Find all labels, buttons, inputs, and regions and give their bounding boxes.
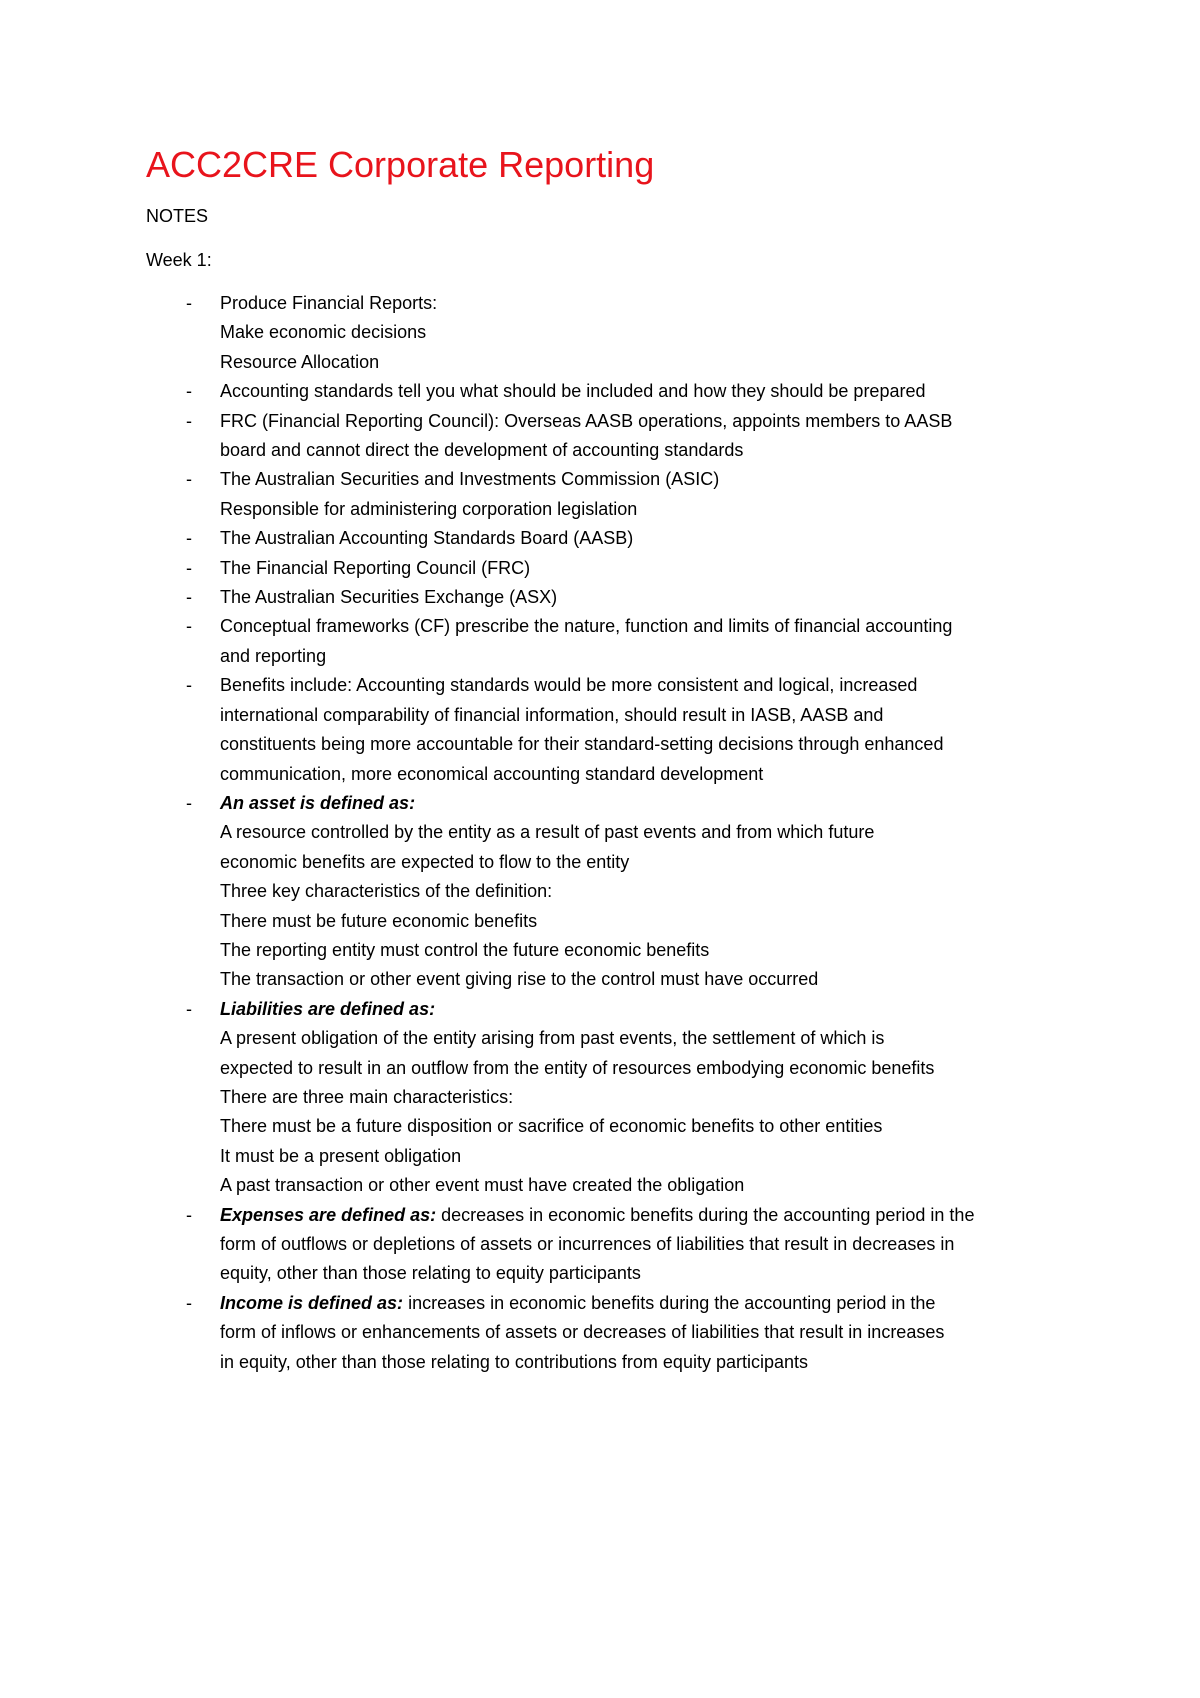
list-item: [146, 407, 1076, 466]
list-item-line: and reporting: [220, 645, 327, 666]
list-item-line: The reporting entity must control the future economic benefits: [220, 939, 710, 960]
definition-term: An asset is defined as:: [220, 792, 416, 813]
week-label: Week 1:: [146, 250, 212, 270]
list-item-line: international comparability of financial information, should result in IASB, AASB and: [220, 704, 884, 725]
list-item-line: - Conceptual frameworks (CF) prescribe the nature, function and limits of financial accounting: [220, 616, 953, 637]
list-item: [146, 1289, 1076, 1377]
list-item-line: - Produce Financial Reports:: [220, 293, 438, 313]
definition-term: Income is defined as:: [220, 1292, 404, 1313]
list-item-line: form of outflows or depletions of assets or incurrences of liabilities that result in decreases in: [220, 1234, 955, 1254]
list-item-line: - The Australian Accounting Standards Board (AASB): [220, 528, 634, 549]
list-item-heading-line: [220, 789, 1076, 818]
list-item-line: Three key characteristics of the definition:: [220, 881, 553, 902]
list-item-line: - The Australian Securities Exchange (ASX): [220, 587, 558, 608]
list-item: [146, 612, 1076, 671]
list-item-line: It must be a present obligation: [220, 1145, 462, 1166]
list-item-line: expected to result in an outflow from the entity of resources embodying economic benefits: [220, 1057, 935, 1078]
list-item-line: - Benefits include: Accounting standards would be more consistent and logical, increased: [220, 675, 918, 696]
list-item-line: Resource Allocation: [220, 351, 380, 372]
list-item: [146, 789, 1076, 995]
list-item-line: A present obligation of the entity arising from past events, the settlement of which is: [220, 1028, 885, 1049]
list-item-line: constituents being more accountable for their standard-setting decisions through enhanced: [220, 734, 944, 755]
list-item: [146, 524, 1076, 553]
list-item-heading-line: [220, 1201, 1076, 1230]
list-item-line: There must be a future disposition or sacrifice of economic benefits to other entities: [220, 1116, 883, 1137]
list-item-heading-line: [220, 1289, 1076, 1318]
list-item-line: communication, more economical accounting standard development: [220, 763, 764, 784]
list-item-line: There are three main characteristics:: [220, 1086, 514, 1107]
list-item-line: Responsible for administering corporation legislation: [220, 498, 638, 519]
list-item-line: A past transaction or other event must have created the obligation: [220, 1175, 745, 1196]
list-item-line: - The Financial Reporting Council (FRC): [220, 557, 531, 578]
document-title: ACC2CRE Corporate Reporting: [146, 144, 655, 185]
notes-list: [146, 289, 1076, 1377]
list-item-line: A resource controlled by the entity as a result of past events and from which future: [220, 822, 875, 843]
list-item-line: equity, other than those relating to equity participants: [220, 1263, 641, 1284]
definition-term: Expenses are defined as:: [220, 1204, 437, 1225]
definition-text: increases in economic benefits during the accounting period in the: [403, 1292, 936, 1313]
list-item-line: There must be future economic benefits: [220, 910, 538, 931]
list-item-line: - FRC (Financial Reporting Council): Overseas AASB operations, appoints members to AASB: [220, 410, 953, 431]
definition-text: decreases in economic benefits during the accounting period in the: [436, 1204, 975, 1225]
list-item: [146, 995, 1076, 1201]
list-item: [146, 465, 1076, 524]
list-item: [146, 1201, 1076, 1289]
list-item-line: economic benefits are expected to flow to the entity: [220, 851, 630, 872]
list-item-line: - The Australian Securities and Investments Commission (ASIC): [220, 469, 720, 490]
list-item: [146, 289, 1076, 377]
list-item: [146, 671, 1076, 789]
notes-label: NOTES: [146, 206, 209, 226]
list-item-line: Make economic decisions: [220, 322, 427, 343]
list-item: [146, 377, 1076, 406]
list-item-line: form of inflows or enhancements of assets or decreases of liabilities that result in increases: [220, 1322, 945, 1343]
list-item-line: The transaction or other event giving rise to the control must have occurred: [220, 969, 819, 990]
list-item-line: board and cannot direct the development of accounting standards: [220, 440, 744, 461]
list-item-line: in equity, other than those relating to contributions from equity participants: [220, 1351, 808, 1372]
list-item: [146, 583, 1076, 612]
list-item-heading-line: [220, 995, 1076, 1024]
definition-term: Liabilities are defined as:: [220, 998, 436, 1019]
list-item: [146, 554, 1076, 583]
list-item-line: - Accounting standards tell you what should be included and how they should be prepared: [220, 381, 926, 402]
